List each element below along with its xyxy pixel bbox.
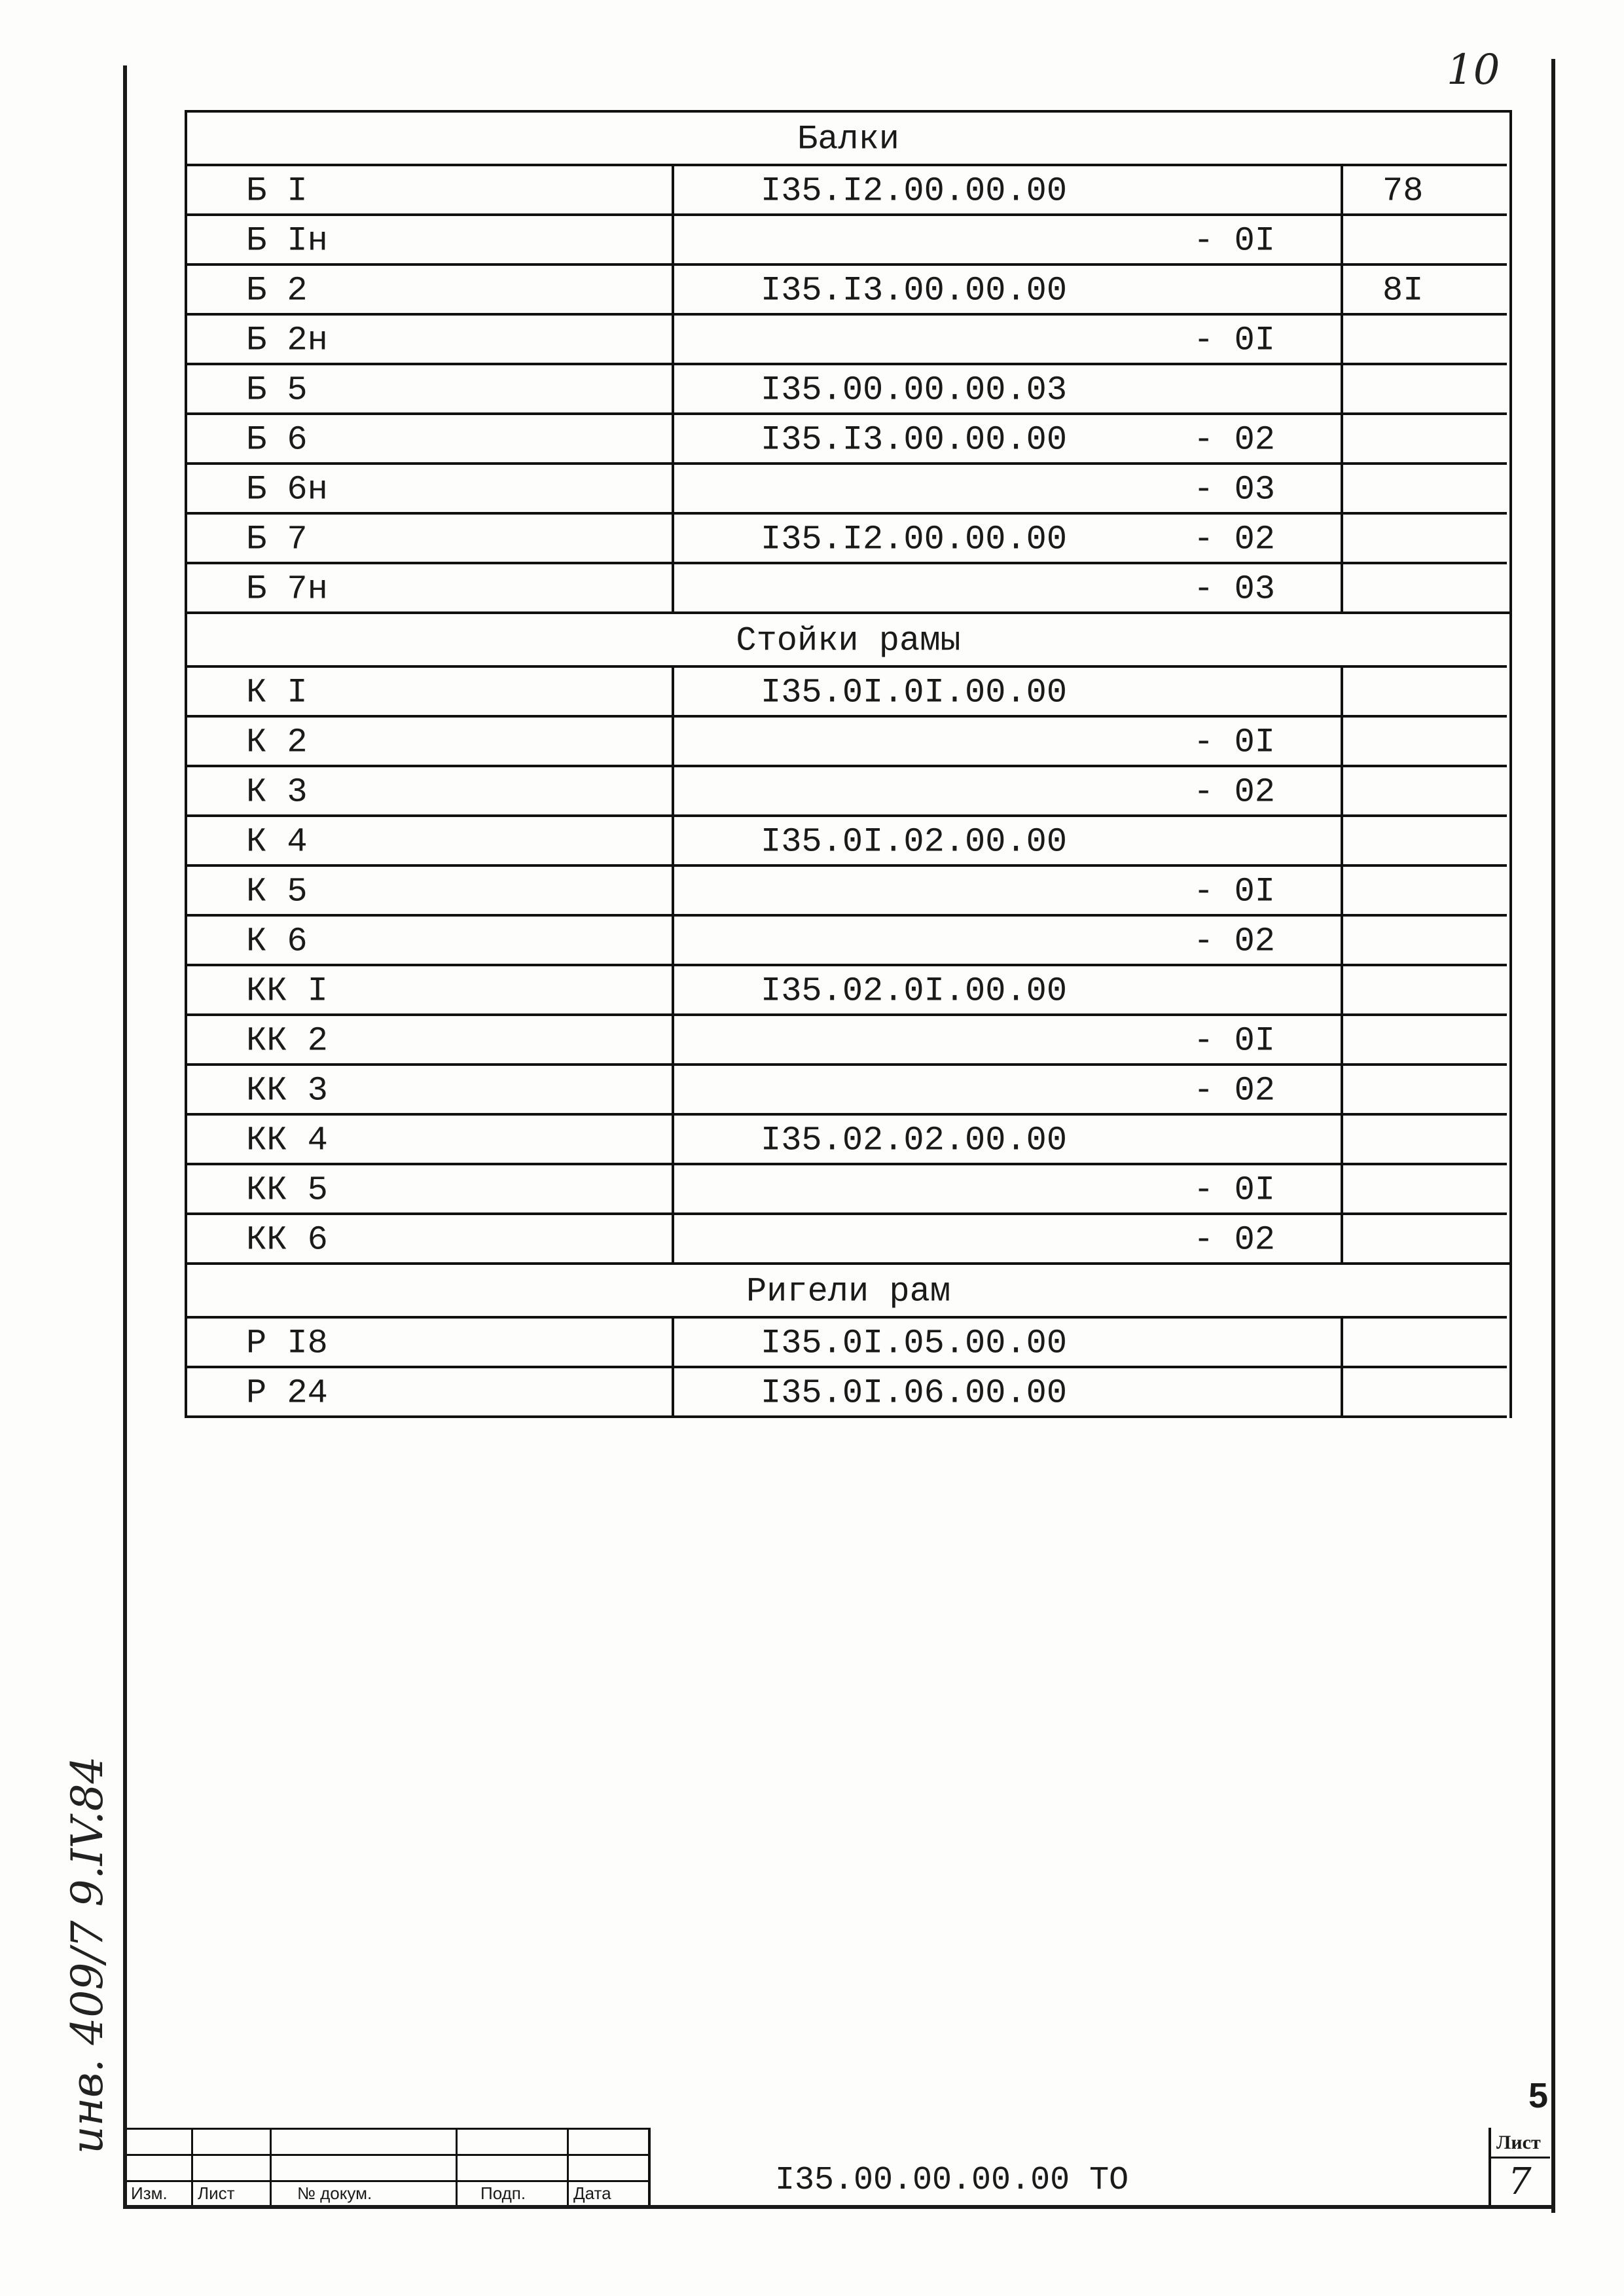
label-date: Дата <box>573 2183 611 2203</box>
element-mark: Б 2 <box>246 271 308 310</box>
sheet-cell <box>1341 966 1512 1016</box>
sheet-cell <box>1341 415 1512 465</box>
mark-cell <box>185 1016 674 1066</box>
margin-inventory-note: инв. 409/7 9.IV.84 <box>62 1756 113 2154</box>
sheet-cell <box>1341 365 1512 415</box>
mark-cell <box>185 1319 674 1368</box>
designation-cell <box>669 917 1341 966</box>
designation-code: I35.0I.0I.00.00 <box>761 673 1068 712</box>
title-block-divider <box>648 2128 651 2205</box>
designation-suffix: - 02 <box>1193 420 1275 460</box>
sheet-cell <box>1341 1016 1512 1066</box>
sheet-cell <box>1341 867 1512 917</box>
element-mark: Б Iн <box>246 221 328 261</box>
designation-suffix: - 03 <box>1193 470 1275 509</box>
element-mark: Р 24 <box>246 1374 328 1413</box>
sheet-cell <box>1341 767 1512 817</box>
table-row <box>185 814 1507 867</box>
designation-cell <box>669 966 1341 1016</box>
designation-cell <box>669 1165 1341 1215</box>
mark-cell <box>185 668 674 718</box>
designation-code: I35.I3.00.00.00 <box>761 420 1068 460</box>
mark-cell <box>185 867 674 917</box>
element-mark: К 4 <box>246 822 308 862</box>
designation-cell <box>669 316 1341 365</box>
designation-suffix: - 0I <box>1193 1171 1275 1210</box>
sheet-cell <box>1341 1116 1512 1165</box>
designation-code: I35.0I.06.00.00 <box>761 1374 1068 1413</box>
mark-cell <box>185 1368 674 1418</box>
designation-cell <box>669 415 1341 465</box>
sheet-box <box>1489 2128 1550 2205</box>
table-row <box>185 1316 1507 1368</box>
table-row <box>185 864 1507 917</box>
mark-cell <box>185 316 674 365</box>
element-mark: КК 2 <box>246 1021 328 1061</box>
section-title: Балки <box>797 120 900 159</box>
designation-suffix: - 0I <box>1193 221 1275 261</box>
designation-cell <box>669 1368 1341 1418</box>
table-row <box>185 715 1507 767</box>
label-sheet: Лист <box>198 2183 235 2203</box>
label-signature: Подп. <box>480 2183 526 2203</box>
designation-code: I35.0I.05.00.00 <box>761 1324 1068 1363</box>
element-mark: К 2 <box>246 723 308 762</box>
mark-cell <box>185 718 674 767</box>
table-row <box>185 164 1507 216</box>
designation-suffix: - 0I <box>1193 723 1275 762</box>
frame-right-border <box>1551 59 1555 2213</box>
handwritten-page-mark: 10 <box>1447 46 1500 94</box>
mark-cell <box>185 1165 674 1215</box>
title-block-line <box>127 2154 651 2156</box>
title-block-line <box>127 2128 651 2130</box>
section-header <box>185 611 1512 668</box>
designation-suffix: - 02 <box>1193 1071 1275 1110</box>
sheet-number: 7 <box>1508 2160 1532 2203</box>
designation-code: I35.0I.02.00.00 <box>761 822 1068 862</box>
designation-cell <box>669 266 1341 316</box>
element-mark: Б 5 <box>246 371 308 410</box>
designation-code: I35.I3.00.00.00 <box>761 271 1068 310</box>
designation-code: I35.I2.00.00.00 <box>761 520 1068 559</box>
sheet-box-divider <box>1491 2157 1550 2159</box>
designation-code: I35.02.02.00.00 <box>761 1121 1068 1160</box>
title-block-line <box>127 2180 651 2182</box>
title-block-divider <box>270 2128 272 2205</box>
sheet-cell <box>1341 1215 1512 1265</box>
sheet-cell <box>1341 515 1512 564</box>
table-row <box>185 914 1507 966</box>
designation-cell <box>669 718 1341 767</box>
sheet-cell <box>1341 316 1512 365</box>
element-mark: Б 7 <box>246 520 308 559</box>
mark-cell <box>185 1215 674 1265</box>
table-row <box>185 313 1507 365</box>
element-mark: К 5 <box>246 872 308 911</box>
sheet-cell <box>1341 465 1512 515</box>
designation-cell <box>669 564 1341 614</box>
table-row <box>185 213 1507 266</box>
designation-cell <box>669 465 1341 515</box>
section-header <box>185 110 1512 166</box>
element-mark: Б 6н <box>246 470 328 509</box>
title-block-divider <box>191 2128 193 2205</box>
sheet-cell <box>1341 718 1512 767</box>
table-row <box>185 665 1507 718</box>
table-row <box>185 1163 1507 1215</box>
sheet-reference: 8I <box>1382 271 1424 310</box>
element-mark: КК 6 <box>246 1220 328 1260</box>
mark-cell <box>185 917 674 966</box>
designation-suffix: - 0I <box>1193 321 1275 360</box>
table-row <box>185 462 1507 515</box>
sheet-cell <box>1341 266 1512 316</box>
designation-suffix: - 02 <box>1193 922 1275 961</box>
designation-code: I35.00.00.00.03 <box>761 371 1068 410</box>
label-document-number: № докум. <box>297 2183 372 2203</box>
mark-cell <box>185 266 674 316</box>
designation-cell <box>669 365 1341 415</box>
mark-cell <box>185 564 674 614</box>
designation-cell <box>669 1116 1341 1165</box>
mark-cell <box>185 817 674 867</box>
sheet-cell <box>1341 668 1512 718</box>
mark-cell <box>185 966 674 1016</box>
designation-suffix: - 0I <box>1193 872 1275 911</box>
document-code: I35.00.00.00.00 ТО <box>775 2162 1129 2199</box>
designation-cell <box>669 867 1341 917</box>
mark-cell <box>185 1066 674 1116</box>
sheet-title: Лист <box>1496 2132 1541 2153</box>
designation-code: I35.I2.00.00.00 <box>761 172 1068 211</box>
table-row <box>185 1063 1507 1116</box>
title-block <box>127 2128 1551 2205</box>
sheet-cell <box>1341 216 1512 266</box>
sheet-cell <box>1341 1368 1512 1418</box>
designation-cell <box>669 817 1341 867</box>
designation-suffix: - 03 <box>1193 570 1275 609</box>
sheet-cell <box>1341 1319 1512 1368</box>
designation-cell <box>669 166 1341 216</box>
designation-cell <box>669 515 1341 564</box>
section-title: Стойки рамы <box>736 621 961 661</box>
sheet-cell <box>1341 817 1512 867</box>
table-row <box>185 363 1507 415</box>
mark-cell <box>185 365 674 415</box>
designation-cell <box>669 1319 1341 1368</box>
table-row <box>185 263 1507 316</box>
element-mark: КК 3 <box>246 1071 328 1110</box>
label-change: Изм. <box>131 2183 168 2203</box>
sheet-cell <box>1341 564 1512 614</box>
table-row <box>185 562 1507 614</box>
mark-cell <box>185 465 674 515</box>
sheet-cell <box>1341 917 1512 966</box>
table-row <box>185 964 1507 1016</box>
title-block-divider <box>456 2128 458 2205</box>
mark-cell <box>185 767 674 817</box>
mark-cell <box>185 1116 674 1165</box>
table-row <box>185 512 1507 564</box>
element-mark: Б 2н <box>246 321 328 360</box>
table-row <box>185 1013 1507 1066</box>
mark-cell <box>185 166 674 216</box>
designation-suffix: - 0I <box>1193 1021 1275 1061</box>
table-row <box>185 1366 1507 1418</box>
sheet-cell <box>1341 1165 1512 1215</box>
table-row <box>185 1113 1507 1165</box>
designation-code: I35.02.0I.00.00 <box>761 972 1068 1011</box>
mark-cell <box>185 216 674 266</box>
section-header <box>185 1262 1512 1319</box>
designation-cell <box>669 668 1341 718</box>
page-number: 5 <box>1528 2076 1549 2115</box>
table-row <box>185 1212 1507 1265</box>
element-mark: Б 7н <box>246 570 328 609</box>
designation-cell <box>669 216 1341 266</box>
element-mark: К 6 <box>246 922 308 961</box>
table-row <box>185 412 1507 465</box>
sheet-reference: 78 <box>1382 172 1424 211</box>
element-mark: К 3 <box>246 773 308 812</box>
sheet-cell <box>1341 166 1512 216</box>
table-row <box>185 765 1507 817</box>
table-bottom-border <box>185 1415 1507 1418</box>
element-mark: КК I <box>246 972 328 1011</box>
title-block-divider <box>567 2128 569 2205</box>
mark-cell <box>185 515 674 564</box>
designation-suffix: - 02 <box>1193 520 1275 559</box>
designation-cell <box>669 767 1341 817</box>
element-mark: КК 4 <box>246 1121 328 1160</box>
designation-cell <box>669 1066 1341 1116</box>
element-mark: КК 5 <box>246 1171 328 1210</box>
mark-cell <box>185 415 674 465</box>
designation-cell <box>669 1016 1341 1066</box>
frame-left-border <box>123 65 127 2206</box>
designation-cell <box>669 1215 1341 1265</box>
designation-suffix: - 02 <box>1193 1220 1275 1260</box>
section-title: Ригели рам <box>746 1272 951 1311</box>
element-mark: Б I <box>246 172 308 211</box>
element-mark: К I <box>246 673 308 712</box>
element-mark: Р I8 <box>246 1324 328 1363</box>
sheet-cell <box>1341 1066 1512 1116</box>
designation-suffix: - 02 <box>1193 773 1275 812</box>
frame-bottom-border <box>123 2205 1555 2209</box>
element-mark: Б 6 <box>246 420 308 460</box>
